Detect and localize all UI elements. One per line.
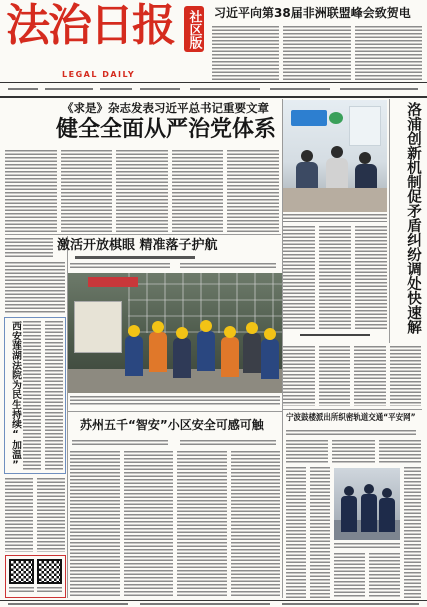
luopu-vertical-headline: 洛浦创新机制促矛盾纠纷调处快速解 [405, 102, 421, 334]
body-text-column [5, 238, 53, 258]
display-board [74, 301, 122, 353]
hard-hat [128, 325, 140, 337]
worker-body [125, 336, 143, 376]
body-text-column [212, 26, 279, 80]
body-text-column [404, 467, 421, 598]
officer-body [361, 494, 377, 532]
subhead-line [300, 334, 370, 336]
hard-hat [200, 320, 212, 332]
top-story-body [212, 26, 422, 80]
footer-rule [0, 600, 427, 601]
masthead-top-rule [0, 82, 427, 83]
body-text-column [177, 451, 227, 598]
lianhu-story-box [4, 317, 66, 474]
body-text-column [227, 150, 279, 232]
ningbo-body-bottom [334, 553, 400, 598]
lianhu-body-continued [5, 478, 65, 552]
byline [72, 440, 168, 446]
body-text-column [310, 467, 330, 598]
worker-body [173, 338, 191, 378]
hard-hat [246, 322, 258, 334]
hard-hat [152, 321, 164, 333]
body-text-column [124, 451, 174, 598]
qr-code-panel [5, 555, 66, 598]
qr-caption [9, 587, 34, 593]
body-text-column [286, 467, 306, 598]
body-text-column [369, 553, 400, 598]
ningbo-body [286, 440, 421, 464]
footer-text [8, 603, 128, 605]
hard-hat [264, 328, 276, 340]
luopu-body-continued [283, 346, 421, 406]
body-text-column [45, 321, 63, 470]
photo-caption [334, 543, 400, 550]
body-text-column [390, 346, 422, 406]
footer-text [140, 603, 270, 605]
luopu-body [283, 226, 387, 330]
info-bar-item [190, 88, 260, 90]
body-text-column [334, 553, 365, 598]
info-bar-item [340, 88, 418, 90]
hard-hat [224, 326, 236, 338]
officer-body [341, 496, 357, 532]
masthead-logo: 法治日报 [6, 0, 174, 51]
ningbo-body-left [286, 467, 330, 598]
worker-body [221, 337, 239, 377]
lead-kicker: 《求是》杂志发表习近平总书记重要文章 [62, 101, 269, 115]
body-text-column [355, 226, 387, 330]
body-text-column [354, 346, 386, 406]
window [349, 106, 381, 146]
worker-body [197, 331, 215, 371]
person-head [301, 150, 313, 162]
lianhu-vertical-headline: 西安莲湖法院为民生持续“加温” [10, 321, 21, 471]
body-text-column [286, 440, 328, 464]
officer-cap [364, 484, 374, 494]
suzhou-body [70, 451, 280, 598]
body-text-column [332, 440, 374, 464]
police-patrol-photo [334, 468, 400, 540]
byline [286, 430, 416, 436]
body-text-column [5, 478, 33, 552]
worker-body [261, 339, 279, 379]
guangxi-headline: 激活开放棋眼 精准落子护航 [57, 238, 218, 253]
body-text-column [172, 150, 224, 232]
body-text-column [379, 440, 421, 464]
person-body [326, 158, 348, 192]
info-bar-item [100, 88, 132, 90]
column-divider [389, 99, 390, 343]
photo-caption [70, 396, 280, 406]
body-text-column [319, 346, 351, 406]
masthead-bottom-rule [0, 96, 427, 98]
body-text-column [355, 26, 422, 80]
construction-site-photo [68, 273, 282, 393]
body-text-column [283, 346, 315, 406]
info-bar-item [270, 88, 330, 90]
body-text-column [5, 262, 65, 314]
worker-body [149, 332, 167, 372]
ningbo-headline: 宁波鼓楼派出所织密轨道交通“平安网” [286, 413, 416, 423]
body-text-column [37, 478, 65, 552]
section-divider [68, 411, 282, 412]
edition-badge: 社区版 [184, 6, 204, 52]
suzhou-headline: 苏州五千“智安”小区安全可感可触 [80, 418, 264, 432]
body-text-column [61, 150, 113, 232]
footer-text [282, 603, 419, 605]
top-story-headline: 习近平向第38届非洲联盟峰会致贺电 [214, 6, 411, 20]
body-text-column [23, 321, 41, 470]
qr-code [9, 559, 34, 584]
body-text-column [5, 150, 57, 232]
body-text-column [70, 451, 120, 598]
worker-body [243, 333, 261, 373]
body-text-column [283, 26, 350, 80]
body-text-column [283, 226, 315, 330]
service-hall-photo [283, 100, 387, 212]
info-bar-item [140, 88, 180, 90]
lianhu-body [23, 321, 63, 470]
officer-body [379, 498, 395, 532]
body-text-column [231, 451, 281, 598]
officer-cap [382, 488, 392, 498]
section-divider [283, 409, 422, 410]
wall-sign [291, 110, 327, 126]
body-text-column [116, 150, 168, 232]
body-text-column [319, 226, 351, 330]
red-banner [88, 277, 138, 287]
guangxi-subhead-line [75, 256, 195, 259]
section-divider [5, 234, 281, 235]
lead-body [5, 150, 279, 232]
service-counter [283, 188, 387, 212]
person-head [331, 146, 343, 158]
officer-cap [344, 486, 354, 496]
person-head [359, 152, 371, 164]
photo-caption [283, 214, 387, 222]
byline [180, 440, 276, 446]
wall-emblem [329, 112, 343, 124]
masthead-english-title: LEGAL DAILY [62, 70, 136, 79]
lead-headline: 健全全面从严治党体系 [56, 117, 277, 142]
byline [180, 263, 276, 269]
info-bar-item [8, 88, 38, 90]
hard-hat [176, 327, 188, 339]
info-bar-item [45, 88, 93, 90]
byline [70, 263, 170, 269]
qr-caption [37, 587, 62, 593]
qr-code [37, 559, 62, 584]
